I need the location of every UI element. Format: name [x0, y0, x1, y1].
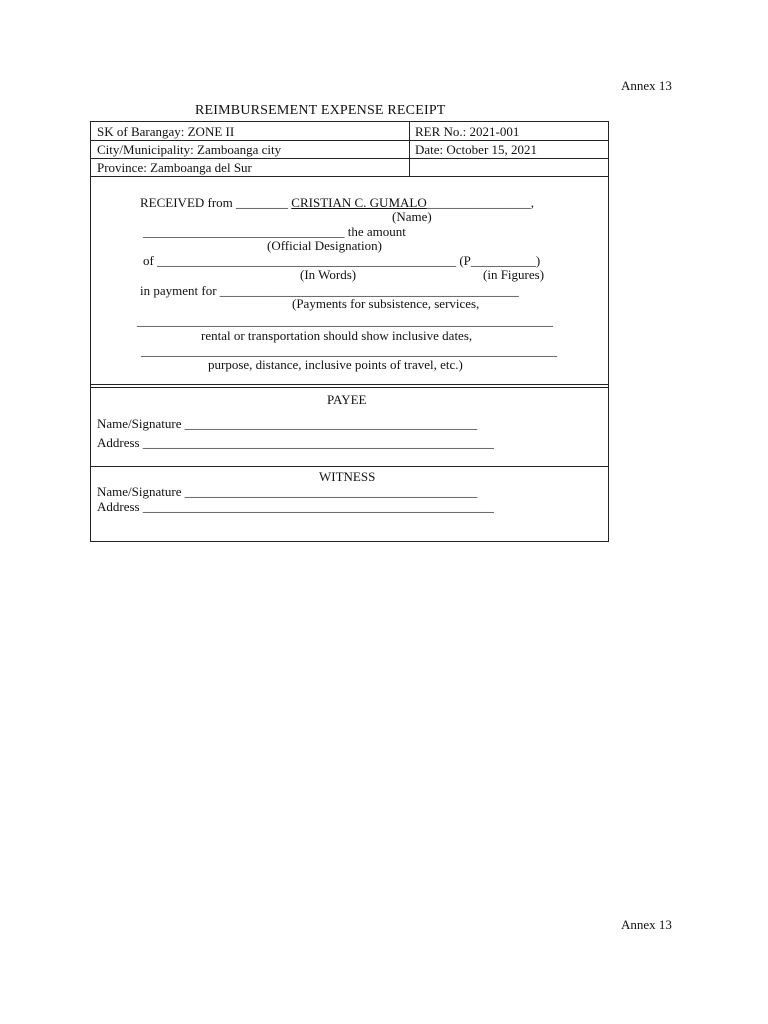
- province-field: Province: Zamboanga del Sur: [97, 160, 252, 175]
- payments-note-1: (Payments for subsistence, services,: [292, 296, 480, 311]
- blank-line-1: ________________________________________________________________: [137, 313, 553, 328]
- payee-address-line: Address ______________________________________________________: [97, 435, 494, 450]
- received-from-suffix: ________________,: [426, 195, 534, 210]
- payee-name-signature-line: Name/Signature _____________________________________________: [97, 416, 478, 431]
- rer-number-field: RER No.: 2021-001: [415, 124, 520, 139]
- witness-name-signature-line: Name/Signature _____________________________________________: [97, 484, 478, 499]
- in-figures-caption: (in Figures): [483, 267, 545, 282]
- amount-line: of ______________________________________________ (P__________): [143, 253, 541, 268]
- received-from-prefix: RECEIVED from ________: [140, 195, 289, 210]
- payments-note-3: purpose, distance, inclusive points of travel, etc.): [208, 357, 463, 372]
- annex-label-top: Annex 13: [621, 78, 672, 93]
- payee-name: CRISTIAN C. GUMALO: [291, 195, 427, 210]
- header-row-divider-2: [91, 158, 608, 159]
- document-title: REIMBURSEMENT EXPENSE RECEIPT: [195, 103, 446, 118]
- witness-heading: WITNESS: [319, 469, 376, 484]
- payee-heading: PAYEE: [327, 392, 367, 407]
- witness-divider: [91, 466, 608, 467]
- annex-label-bottom: Annex 13: [621, 917, 672, 932]
- header-column-divider: [409, 122, 410, 176]
- received-from-line: [140, 195, 534, 210]
- payment-for-line: in payment for ______________________________________________: [140, 283, 519, 298]
- designation-caption: (Official Designation): [267, 238, 382, 253]
- payments-note-2: rental or transportation should show inclusive dates,: [201, 328, 473, 343]
- header-row-divider-1: [91, 140, 608, 141]
- blank-line-2: ________________________________________________________________: [141, 343, 557, 358]
- name-caption: (Name): [392, 209, 432, 224]
- header-bottom-divider: [91, 176, 608, 177]
- payee-divider-bottom: [91, 387, 608, 388]
- in-words-caption: (In Words): [300, 267, 357, 282]
- payee-divider-top: [91, 384, 608, 385]
- witness-address-line: Address ______________________________________________________: [97, 499, 494, 514]
- city-field: City/Municipality: Zamboanga city: [97, 142, 282, 157]
- date-field: Date: October 15, 2021: [415, 142, 538, 157]
- receipt-form: [90, 121, 609, 542]
- designation-line: _______________________________ the amount: [143, 224, 406, 239]
- barangay-field: SK of Barangay: ZONE II: [97, 124, 235, 139]
